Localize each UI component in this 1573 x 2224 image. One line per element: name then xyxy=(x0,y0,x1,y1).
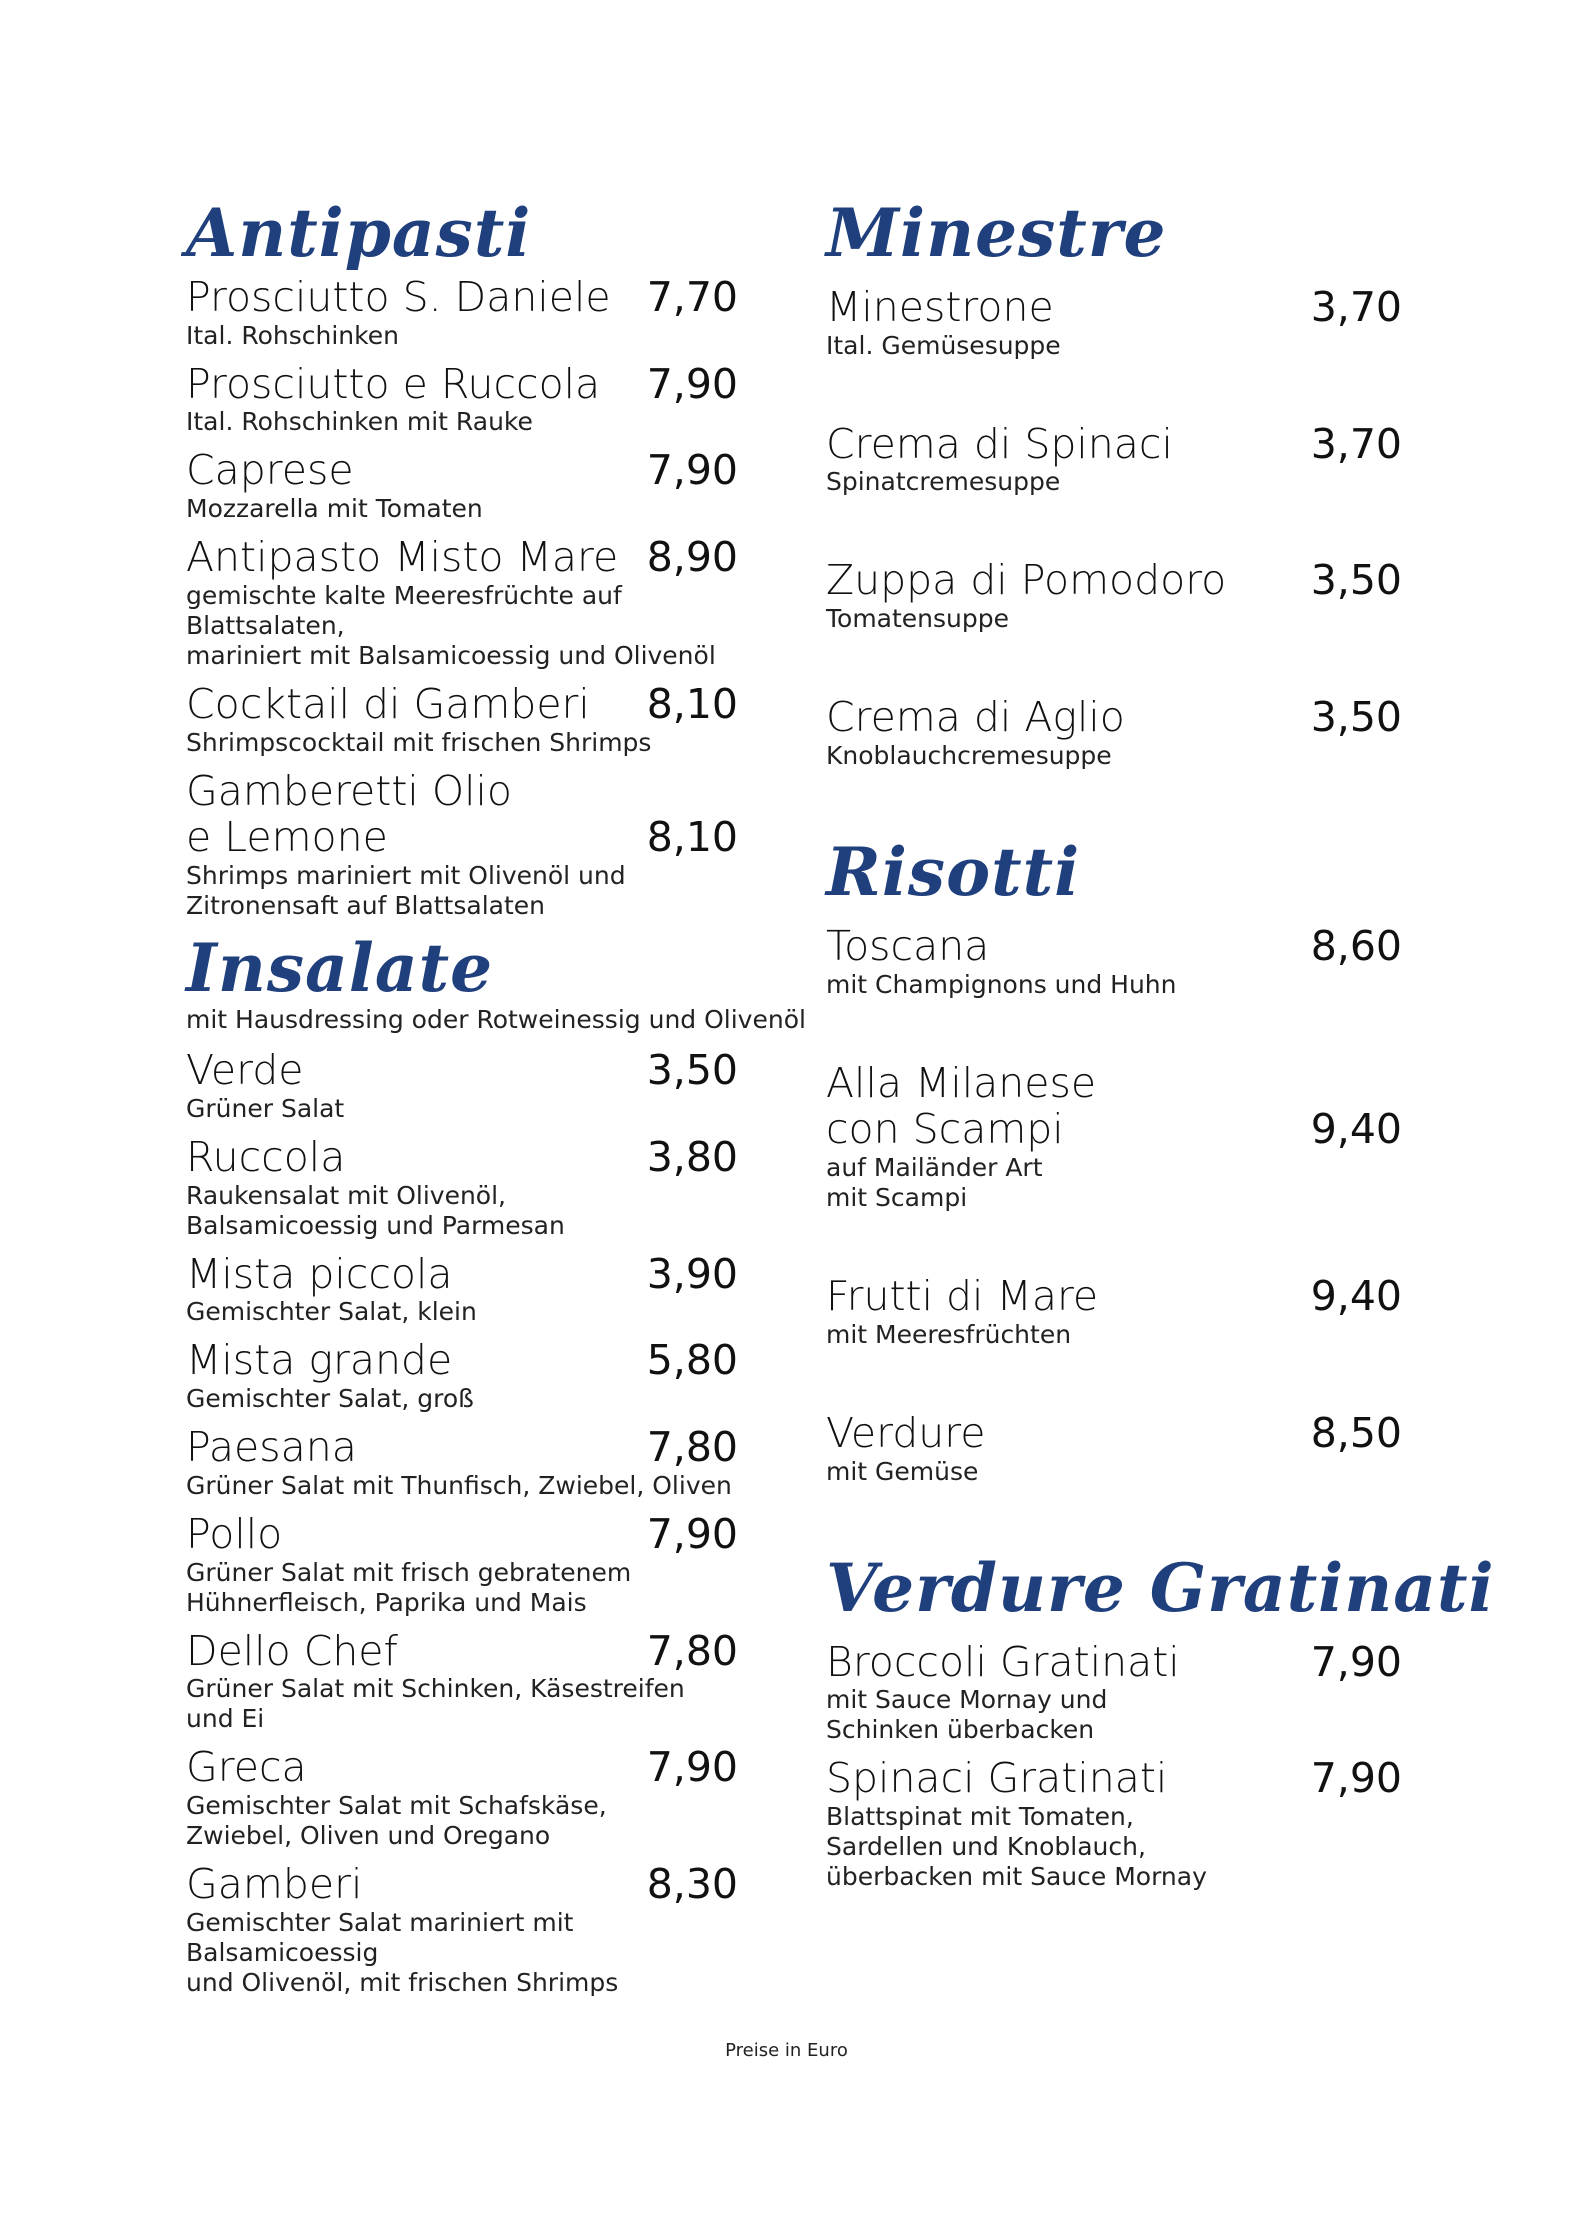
item-description: Shrimpscocktail mit frischen Shrimps xyxy=(186,727,652,757)
item-description: Knoblauchcremesuppe xyxy=(826,740,1112,770)
item-price: 9,40 xyxy=(1310,1272,1402,1321)
item-description: Ital. Gemüsesuppe xyxy=(826,330,1061,360)
item-name: Cocktail di Gamberi xyxy=(186,679,590,728)
item-name: Gamberi xyxy=(186,1860,363,1909)
menu-item xyxy=(186,1047,738,1124)
item-description: Spinatcremesuppe xyxy=(826,467,1061,497)
menu-item xyxy=(186,274,738,351)
menu-item xyxy=(826,923,1402,1000)
right-column xyxy=(826,194,1495,1892)
item-price: 3,70 xyxy=(1310,283,1402,331)
menu-item xyxy=(826,284,1402,361)
item-price: 3,50 xyxy=(1310,693,1402,742)
item-name: Crema di Aglio xyxy=(826,693,1125,742)
menu-item xyxy=(826,557,1402,634)
menu-item xyxy=(186,768,738,921)
item-description: Mozzarella mit Tomaten xyxy=(186,494,483,524)
item-name: Prosciutto e Ruccola xyxy=(186,359,601,408)
footer-prices-note: Preise in Euro xyxy=(725,2040,848,2061)
item-price: 3,50 xyxy=(646,1046,738,1095)
section-title-verdure-gratinati: Verdure Gratinati xyxy=(826,1548,1495,1627)
item-price: 7,90 xyxy=(1310,1637,1402,1686)
menu-item xyxy=(826,1410,1402,1487)
item-name: Zuppa di Pomodoro xyxy=(826,556,1227,605)
menu-item xyxy=(186,681,738,758)
item-name: Caprese xyxy=(186,446,354,495)
item-description: mit Gemüse xyxy=(826,1456,979,1486)
item-name: Gamberetti Olio e Lemone xyxy=(186,766,512,862)
item-price: 7,80 xyxy=(646,1423,738,1472)
menu-item xyxy=(186,1134,738,1241)
item-description: Grüner Salat xyxy=(186,1093,345,1123)
item-description: Shrimps mariniert mit Olivenöl und Zitronensaft auf Blattsalaten xyxy=(186,861,626,921)
section-title-minestre: Minestre xyxy=(826,194,1167,272)
verdure-gratinati-list xyxy=(826,1639,1402,1892)
menu-item xyxy=(186,1628,738,1735)
item-name: Paesana xyxy=(186,1423,357,1472)
item-price: 7,90 xyxy=(1310,1754,1402,1803)
risotti-list xyxy=(826,923,1402,1487)
item-price: 9,40 xyxy=(1310,1105,1402,1154)
item-description: Gemischter Salat, klein xyxy=(186,1297,477,1327)
item-price: 7,90 xyxy=(646,359,738,408)
item-name: Toscana xyxy=(826,921,990,970)
menu-item xyxy=(186,534,738,671)
section-title-risotti: Risotti xyxy=(826,832,1081,911)
item-price: 8,30 xyxy=(646,1860,738,1909)
item-name: Minestrone xyxy=(826,283,1054,331)
item-name: Frutti di Mare xyxy=(826,1272,1099,1321)
item-price: 7,90 xyxy=(646,446,738,495)
item-price: 5,80 xyxy=(646,1336,738,1385)
item-price: 8,50 xyxy=(1310,1408,1402,1457)
item-name: Prosciutto S. Daniele xyxy=(186,273,611,321)
menu-item xyxy=(186,1337,738,1414)
menu-item xyxy=(186,1744,738,1851)
item-name: Dello Chef xyxy=(186,1626,398,1675)
item-price: 3,80 xyxy=(646,1132,738,1181)
item-description: mit Champignons und Huhn xyxy=(826,969,1177,999)
menu-item xyxy=(826,421,1402,498)
item-price: 7,90 xyxy=(646,1509,738,1558)
item-description: Tomatensuppe xyxy=(826,604,1010,634)
item-description: mit Sauce Mornay und Schinken überbacken xyxy=(826,1685,1108,1745)
item-name: Spinaci Gratinati xyxy=(826,1754,1168,1803)
item-price: 8,10 xyxy=(646,813,738,862)
item-description: Blattspinat mit Tomaten, Sardellen und Knoblauch, überbacken mit Sauce Mornay xyxy=(826,1802,1207,1892)
menu-item xyxy=(186,1511,738,1618)
item-description: Raukensalat mit Olivenöl, Balsamicoessig und Parmesan xyxy=(186,1180,565,1240)
menu-item xyxy=(186,1251,738,1328)
item-description: Grüner Salat mit Schinken, Käsestreifen und Ei xyxy=(186,1674,685,1734)
item-name: Mista grande xyxy=(186,1336,453,1385)
menu-item xyxy=(186,1424,738,1501)
item-name: Antipasto Misto Mare xyxy=(186,533,619,582)
item-price: 3,70 xyxy=(1310,419,1402,468)
item-name: Ruccola xyxy=(186,1132,346,1181)
item-name: Pollo xyxy=(186,1509,283,1558)
menu-item xyxy=(826,1273,1402,1350)
item-name: Broccoli Gratinati xyxy=(826,1637,1180,1686)
item-description: mit Meeresfrüchten xyxy=(826,1319,1072,1349)
insalate-list xyxy=(186,1047,738,1998)
item-description: Gemischter Salat mariniert mit Balsamicoessig und Olivenöl, mit frischen Shrimps xyxy=(186,1907,619,1997)
item-description: Grüner Salat mit Thunfisch, Zwiebel, Oliven xyxy=(186,1470,732,1500)
menu-item xyxy=(826,694,1402,771)
item-name: Mista piccola xyxy=(186,1249,453,1298)
section-title-antipasti: Antipasti xyxy=(186,194,532,272)
item-description: auf Mailänder Art mit Scampi xyxy=(826,1153,1043,1213)
item-price: 8,90 xyxy=(646,533,738,582)
antipasti-list xyxy=(186,274,738,921)
item-name: Verdure xyxy=(826,1408,986,1457)
item-description: Gemischter Salat mit Schafskäse, Zwiebel, Oliven und Oregano xyxy=(186,1791,607,1851)
section-title-insalate: Insalate xyxy=(186,929,494,1008)
menu-item xyxy=(826,1060,1402,1213)
insalate-note: mit Hausdressing oder Rotweinessig und Olivenöl xyxy=(186,1005,806,1035)
menu-item xyxy=(826,1755,1402,1892)
item-price: 7,70 xyxy=(646,273,738,321)
item-price: 8,10 xyxy=(646,679,738,728)
item-price: 3,50 xyxy=(1310,556,1402,605)
item-price: 7,80 xyxy=(646,1626,738,1675)
item-name: Greca xyxy=(186,1743,307,1792)
menu-item xyxy=(826,1639,1402,1746)
item-price: 7,90 xyxy=(646,1743,738,1792)
item-description: Grüner Salat mit frisch gebratenem Hühnerfleisch, Paprika und Mais xyxy=(186,1557,632,1617)
item-name: Crema di Spinaci xyxy=(826,419,1173,468)
item-description: Gemischter Salat, groß xyxy=(186,1384,474,1414)
minestre-list xyxy=(826,284,1402,771)
item-description: Ital. Rohschinken xyxy=(186,320,399,350)
item-price: 3,90 xyxy=(646,1249,738,1298)
menu-item xyxy=(186,447,738,524)
item-description: gemischte kalte Meeresfrüchte auf Blattsalaten, mariniert mit Balsamicoessig und Olivenöl xyxy=(186,580,716,670)
item-name: Alla Milanese con Scampi xyxy=(826,1058,1097,1154)
item-description: Ital. Rohschinken mit Rauke xyxy=(186,407,533,437)
menu-item xyxy=(186,361,738,438)
menu-item xyxy=(186,1861,738,1998)
item-price: 8,60 xyxy=(1310,921,1402,970)
item-name: Verde xyxy=(186,1046,304,1095)
left-column xyxy=(186,194,806,1998)
